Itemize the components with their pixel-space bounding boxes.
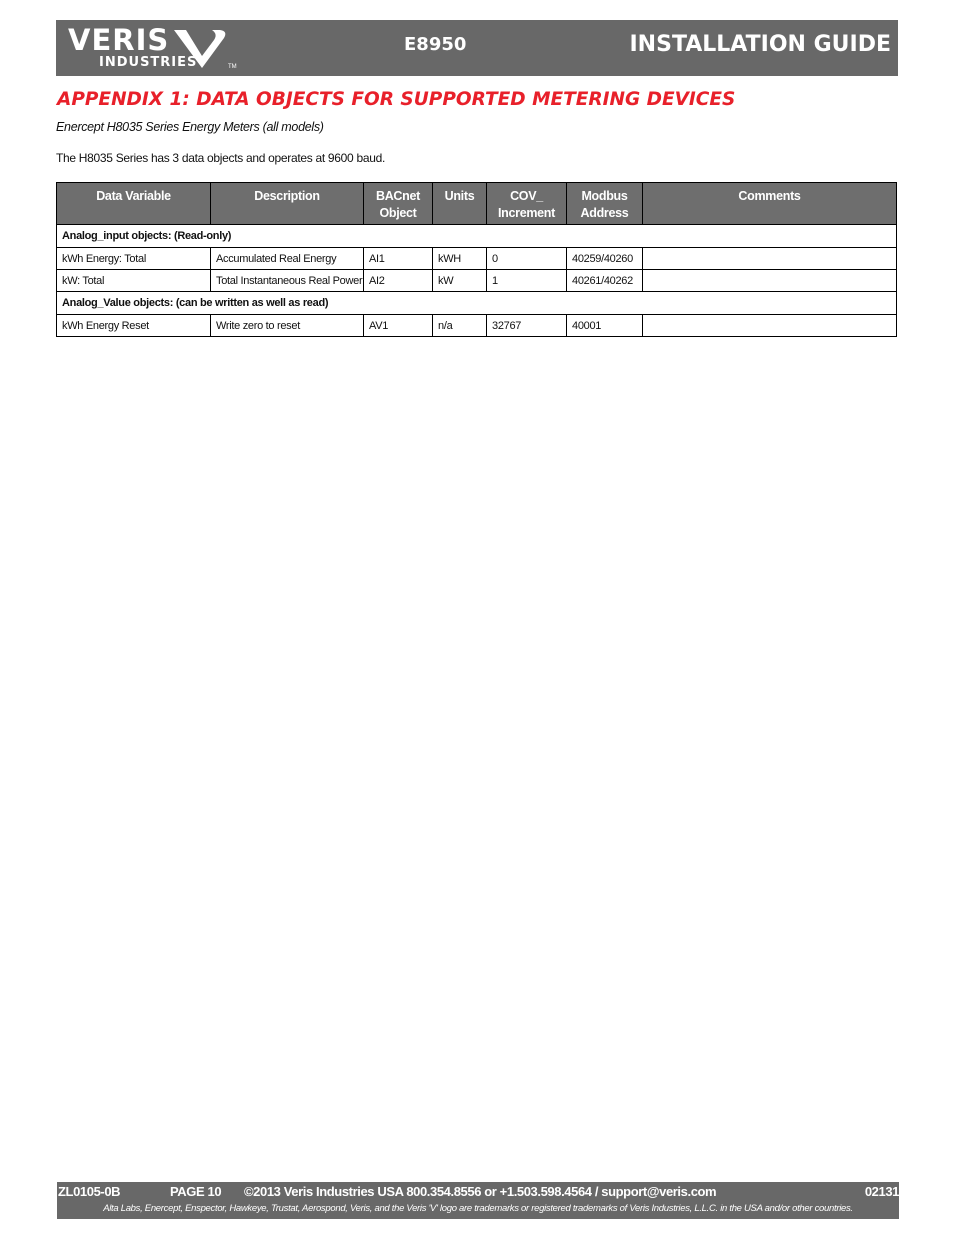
footer-trademark-notice: Alta Labs, Enercept, Enspector, Hawkeye, Trustat, Aerospond, Veris, and the Veris 'V' logo are trademarks or registered trademarks of Veris Industries, L.L.C. in the USA and/or other countries. xyxy=(103,1203,853,1214)
appendix-title: APPENDIX 1: DATA OBJECTS FOR SUPPORTED METERING DEVICES xyxy=(57,89,736,110)
header-bacnet-object: BACnet Object xyxy=(364,183,433,225)
guide-title: INSTALLATION GUIDE xyxy=(629,32,891,57)
cell-data-variable: kWh Energy: Total xyxy=(57,248,211,270)
header-modbus-address: Modbus Address xyxy=(567,183,643,225)
cell-bacnet-object: AV1 xyxy=(364,315,433,337)
cell-data-variable: kW: Total xyxy=(57,270,211,292)
table-row xyxy=(57,270,897,292)
cell-cov-increment: 32767 xyxy=(487,315,567,337)
header-units: Units xyxy=(433,183,487,225)
section-row xyxy=(57,225,897,248)
table-row xyxy=(57,248,897,270)
cell-modbus-address: 40001 xyxy=(567,315,643,337)
section-row xyxy=(57,292,897,315)
cell-cov-increment: 0 xyxy=(487,248,567,270)
footer-page-number: PAGE 10 xyxy=(170,1184,222,1199)
cell-data-variable: kWh Energy Reset xyxy=(57,315,211,337)
footer-contact: ©2013 Veris Industries USA 800.354.8556 or +1.503.598.4564 / support@veris.com xyxy=(244,1184,717,1199)
cell-modbus-address: 40259/40260 xyxy=(567,248,643,270)
footer-doc-id: ZL0105-0B xyxy=(58,1184,121,1199)
cell-bacnet-object: AI1 xyxy=(364,248,433,270)
footer-code: 02131 xyxy=(864,1184,899,1199)
data-objects-table xyxy=(56,182,897,337)
header-cov-increment: COV_ Increment xyxy=(487,183,567,225)
header-description: Description xyxy=(211,183,364,225)
cell-modbus-address: 40261/40262 xyxy=(567,270,643,292)
veris-logo xyxy=(68,24,238,72)
cell-comments xyxy=(643,315,897,337)
cell-comments xyxy=(643,248,897,270)
cell-description: Accumulated Real Energy xyxy=(211,248,364,270)
cell-description: Write zero to reset xyxy=(211,315,364,337)
table-header-row xyxy=(57,183,897,225)
header-bar xyxy=(56,20,898,76)
cell-description: Total Instantaneous Real Power xyxy=(211,270,364,292)
table-row xyxy=(57,315,897,337)
header-data-variable: Data Variable xyxy=(57,183,211,225)
logo-wordmark: VERIS xyxy=(68,23,170,57)
footer-bar xyxy=(57,1182,899,1219)
logo-trademark: TM xyxy=(228,64,237,70)
cell-units: kWH xyxy=(433,248,487,270)
cell-comments xyxy=(643,270,897,292)
cell-cov-increment: 1 xyxy=(487,270,567,292)
cell-units: kW xyxy=(433,270,487,292)
section-subheading: Enercept H8035 Series Energy Meters (all models) xyxy=(56,120,324,134)
section-title: Analog_Value objects: (can be written as well as read) xyxy=(57,292,897,315)
section-title: Analog_input objects: (Read-only) xyxy=(57,225,897,248)
cell-bacnet-object: AI2 xyxy=(364,270,433,292)
model-number: E8950 xyxy=(404,34,467,55)
logo-subtitle: INDUSTRIES xyxy=(99,55,198,70)
intro-text: The H8035 Series has 3 data objects and operates at 9600 baud. xyxy=(56,151,385,165)
cell-units: n/a xyxy=(433,315,487,337)
header-comments: Comments xyxy=(643,183,897,225)
